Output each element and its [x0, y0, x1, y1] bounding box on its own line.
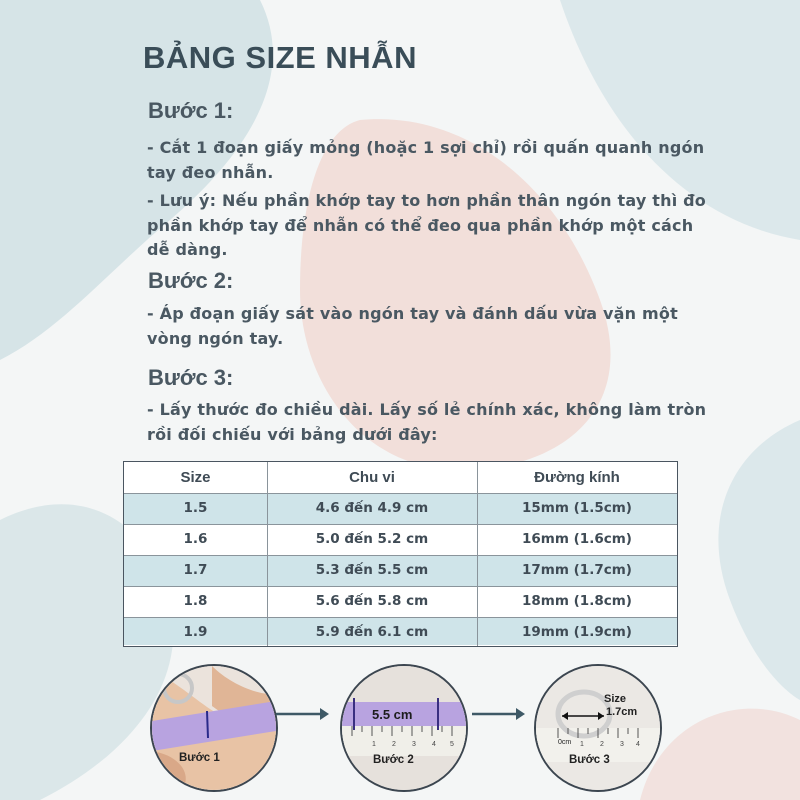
table-row: [124, 586, 677, 617]
table-cell-size: 1.5: [183, 500, 208, 516]
ruler-number: 3: [620, 741, 624, 748]
arrow-right-icon: [276, 706, 330, 722]
step-3-paragraph-1: - Lấy thước đo chiều dài. Lấy số lẻ chính xác, không làm tròn rồi đối chiếu với bảng dưới đây:: [147, 400, 707, 444]
table-divider: [267, 462, 268, 646]
table-divider: [477, 462, 478, 646]
finger-wrap-image: [152, 666, 276, 790]
table-divider: [124, 524, 677, 525]
table-cell-size: 1.7: [183, 562, 208, 578]
table-cell-circumference: 5.6 đến 5.8 cm: [315, 593, 429, 609]
table-cell-diameter: 15mm (1.5cm): [522, 500, 632, 516]
table-row: [124, 617, 677, 645]
table-cell-diameter: 19mm (1.9cm): [522, 624, 632, 640]
size-text: Size: [604, 693, 627, 705]
table-row: [124, 555, 677, 586]
ruler-number: 2: [392, 741, 396, 748]
table-header-row: [124, 462, 677, 493]
table-cell-diameter: 17mm (1.7cm): [522, 562, 632, 578]
ruler-zero-label: 0cm: [558, 739, 572, 746]
table-header-circumference: Chu vi: [349, 469, 395, 486]
table-cell-circumference: 5.0 đến 5.2 cm: [315, 531, 429, 547]
page-title: BẢNG SIZE NHẪN: [143, 40, 417, 75]
ruler-number: 1: [372, 741, 376, 748]
step-2-paragraph-1: - Áp đoạn giấy sát vào ngón tay và đánh dấu vừa vặn một vòng ngón tay.: [147, 304, 678, 348]
arrow-right-icon: [472, 706, 526, 722]
table-header-diameter: Đường kính: [534, 469, 620, 486]
table-cell-diameter: 16mm (1.6cm): [522, 531, 632, 547]
table-divider: [124, 493, 677, 494]
table-cell-size: 1.8: [183, 593, 208, 609]
table-header-size: Size: [180, 469, 211, 486]
ruler-number: 5: [450, 741, 454, 748]
ruler-number: 3: [412, 741, 416, 748]
ring-diameter-image: [536, 666, 660, 790]
step-1-illustration: [150, 664, 278, 792]
step-3-label: Bước 3: [569, 754, 610, 766]
ruler-number: 4: [636, 741, 640, 748]
ruler-number: 4: [432, 741, 436, 748]
table-cell-diameter: 18mm (1.8cm): [522, 593, 632, 609]
size-value: 1.7cm: [606, 706, 638, 718]
step-1-label: Bước 1: [179, 752, 220, 764]
size-table: [123, 461, 678, 647]
ruler-number: 1: [580, 741, 584, 748]
table-row: [124, 493, 677, 524]
step-3-illustration: [534, 664, 662, 792]
table-cell-size: 1.6: [183, 531, 208, 547]
table-cell-size: 1.9: [183, 624, 208, 640]
ruler-number: 2: [600, 741, 604, 748]
step-1-heading: Bước 1:: [148, 98, 234, 123]
table-cell-circumference: 5.9 đến 6.1 cm: [315, 624, 429, 640]
step-2-heading: Bước 2:: [148, 268, 234, 293]
tape-measurement: 5.5 cm: [372, 707, 413, 722]
ruler-tape-image: [342, 666, 466, 790]
step-2-label: Bước 2: [373, 754, 414, 766]
table-row: [124, 524, 677, 555]
step-2-illustration: [340, 664, 468, 792]
step-3-heading: Bước 3:: [148, 365, 234, 390]
table-divider: [124, 586, 677, 587]
table-divider: [124, 617, 677, 618]
table-cell-circumference: 5.3 đến 5.5 cm: [315, 562, 429, 578]
step-1-paragraph-1: - Cắt 1 đoạn giấy mỏng (hoặc 1 sợi chỉ) rồi quấn quanh ngón tay đeo nhẫn.: [147, 138, 705, 182]
table-cell-circumference: 4.6 đến 4.9 cm: [315, 500, 429, 516]
table-divider: [124, 555, 677, 556]
step-1-paragraph-2: - Lưu ý: Nếu phần khớp tay to hơn phần thân ngón tay thì đo phần khớp tay để nhẫn có thể đeo qua phần khớp một cách dễ dàng.: [147, 191, 707, 259]
